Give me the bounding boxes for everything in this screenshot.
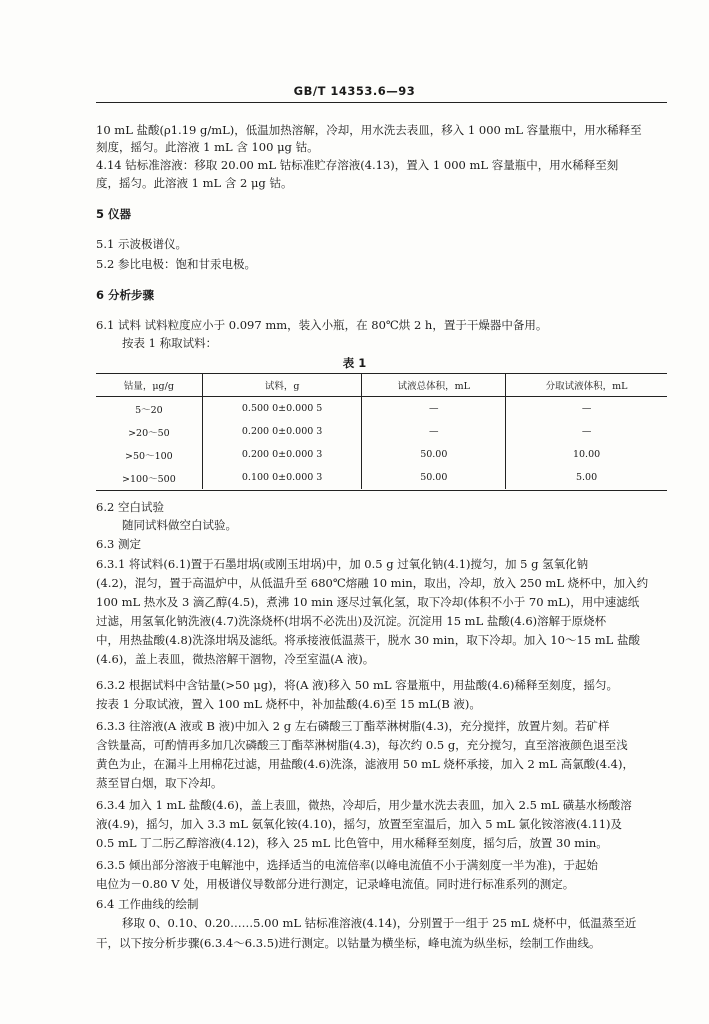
text-line: 10 mL 盐酸(ρ1.19 g/mL)，低温加热溶解，冷却，用水洗去表皿，移入 1 000 mL 容量瓶中，用水稀释至 [96, 123, 642, 137]
table-caption: 表 1 [342, 356, 367, 370]
section-6-title: 6 分析步骤 [96, 288, 155, 302]
paragraph-6-3-1: 过滤，用氢氧化钠洗液(4.7)洗涤烧杯(坩埚不必洗出)及沉淀。沉淀用 15 mL 盐酸(4.6)溶解于原烧杯 [96, 614, 607, 628]
paragraph-6-3-4: 6.3.4 加入 1 mL 盐酸(4.6)，盖上表皿，微热，冷却后，用少量水洗去表皿，加入 2.5 mL 磺基水杨酸溶 [96, 798, 632, 812]
table-header-cell: 分取试液体积，mL [506, 373, 667, 397]
text-line: 度，摇匀。此溶液 1 mL 含 2 μg 钴。 [96, 176, 293, 190]
paragraph-6-3-3: 黄色为止，在漏斗上用棉花过滤，用盐酸(4.6)洗涤，滤液用 50 mL 烧杯承接，加入 2 mL 高氯酸(4.4)， [96, 757, 634, 771]
paragraph-6-4: 干，以下按分析步骤(6.3.4～6.3.5)进行测定。以钴量为横坐标，峰电流为纵坐标，绘制工作曲线。 [96, 936, 601, 950]
paragraph-6-3-1: (4.6)，盖上表皿，微热溶解干涸物，冷至室温(A 液)。 [96, 652, 375, 666]
table-header-cell: 钴量，μg/g [96, 373, 202, 397]
paragraph-6-3-1: 中，用热盐酸(4.8)洗涤坩埚及滤纸。将承接液低温蒸干，脱水 30 min，取下冷却。加入 10～15 mL 盐酸 [96, 633, 640, 647]
table-cell: — [362, 420, 506, 443]
table-cell: 5.00 [506, 466, 667, 489]
table-bottom-rule [96, 490, 667, 491]
table-cell: 0.200 0±0.000 3 [202, 443, 362, 466]
table-row [96, 443, 667, 466]
paragraph-6-3-4: 液(4.9)，摇匀，加入 3.3 mL 氨氧化铵(4.10)，摇匀，放置至室温后，加入 5 mL 氯化铵溶液(4.11)及 [96, 817, 623, 831]
paragraph-6-3-2: 6.3.2 根据试料中含钴量(>50 μg)，将(A 液)移入 50 mL 容量瓶中，用盐酸(4.6)稀释至刻度，摇匀。 [96, 678, 618, 692]
table-cell: — [362, 397, 506, 421]
table-row [96, 466, 667, 489]
table-cell: >50～100 [125, 450, 173, 462]
table-1 [96, 373, 667, 489]
paragraph-6-3-2: 按表 1 分取试液，置入 100 mL 烧杯中，补加盐酸(4.6)至 15 mL(B 液)。 [96, 697, 481, 711]
paragraph-6-3-1: (4.2)，混匀，置于高温炉中，从低温升至 680℃熔融 10 min，取出，冷却，放入 250 mL 烧杯中，加入约 [96, 576, 649, 590]
paragraph-6-3-5: 6.3.5 倾出部分溶液于电解池中，选择适当的电流倍率(以峰电流值不小于满刻度一半为准)，于起始 [96, 858, 598, 872]
table-cell: 50.00 [362, 466, 506, 489]
paragraph-6-3-3: 蒸至冒白烟，取下冷却。 [96, 776, 223, 790]
table-cell: >100～500 [122, 473, 176, 485]
paragraph-6-2-title: 6.2 空白试验 [96, 500, 164, 514]
table-row [96, 397, 667, 421]
paragraph-6-3-3: 6.3.3 往溶液(A 液或 B 液)中加入 2 g 左右磷酸三丁酯萃淋树脂(4.3)，充分搅拌，放置片刻。若矿样 [96, 719, 610, 733]
paragraph-6-1-b: 按表 1 称取试料： [122, 336, 218, 350]
table-cell: 50.00 [362, 443, 506, 466]
paragraph-6-3-4: 0.5 mL 丁二肟乙醇溶液(4.12)，移入 25 mL 比色管中，用水稀释至刻度，摇匀后，放置 30 min。 [96, 836, 608, 850]
table-cell: >20～50 [128, 427, 170, 439]
text-line: 刻度，摇匀。此溶液 1 mL 含 100 μg 钴。 [96, 140, 319, 154]
paragraph-6-3-1: 100 mL 热水及 3 滴乙醇(4.5)，煮沸 10 min 逐尽过氧化氢，取下冷却(体积不小于 70 mL)，用中速滤纸 [96, 595, 640, 609]
section-5-item: 5.2 参比电极：饱和甘汞电极。 [96, 257, 256, 271]
paragraph-6-3-3: 含铁量高，可酌情再多加几次磷酸三丁酯萃淋树脂(4.3)，每次约 0.5 g，充分搅匀，直至溶液颜色退至浅 [96, 738, 628, 752]
header-rule [96, 102, 667, 103]
table-header-cell: 试液总体积，mL [362, 373, 506, 397]
paragraph-6-3-5: 电位为－0.80 V 处，用极谱仪导数部分进行测定，记录峰电流值。同时进行标准系列的测定。 [96, 877, 575, 891]
table-cell: — [506, 420, 667, 443]
table-cell: 0.200 0±0.000 3 [202, 420, 362, 443]
paragraph-6-1: 6.1 试料 试料粒度应小于 0.097 mm，装入小瓶，在 80℃烘 2 h，置于干燥器中备用。 [96, 318, 548, 332]
section-5-item: 5.1 示波极谱仪。 [96, 237, 187, 251]
text-line: 4.14 钴标准溶液：移取 20.00 mL 钴标准贮存溶液(4.13)，置入 1 000 mL 容量瓶中，用水稀释至刻 [96, 158, 619, 172]
table-cell: 0.500 0±0.000 5 [202, 397, 362, 421]
table-cell: 10.00 [506, 443, 667, 466]
section-5-title: 5 仪器 [96, 207, 132, 221]
table-cell: 0.100 0±0.000 3 [202, 466, 362, 489]
paragraph-6-4: 移取 0、0.10、0.20……5.00 mL 钴标准溶液(4.14)，分别置于一组于 25 mL 烧杯中，低温蒸至近 [122, 916, 637, 930]
paragraph-6-4-title: 6.4 工作曲线的绘制 [96, 897, 199, 911]
table-cell: — [506, 397, 667, 421]
paragraph-6-2: 随同试料做空白试验。 [122, 518, 237, 532]
table-cell: 5～20 [135, 404, 163, 416]
paragraph-6-3-title: 6.3 测定 [96, 537, 141, 551]
paragraph-6-3-1: 6.3.1 将试料(6.1)置于石墨坩埚(或刚玉坩埚)中，加 0.5 g 过氧化钠(4.1)搅匀，加 5 g 氢氧化钠 [96, 557, 589, 571]
table-row [96, 420, 667, 443]
page-header: GB/T 14353.6—93 [293, 84, 416, 98]
table-header-cell: 试料，g [202, 373, 362, 397]
